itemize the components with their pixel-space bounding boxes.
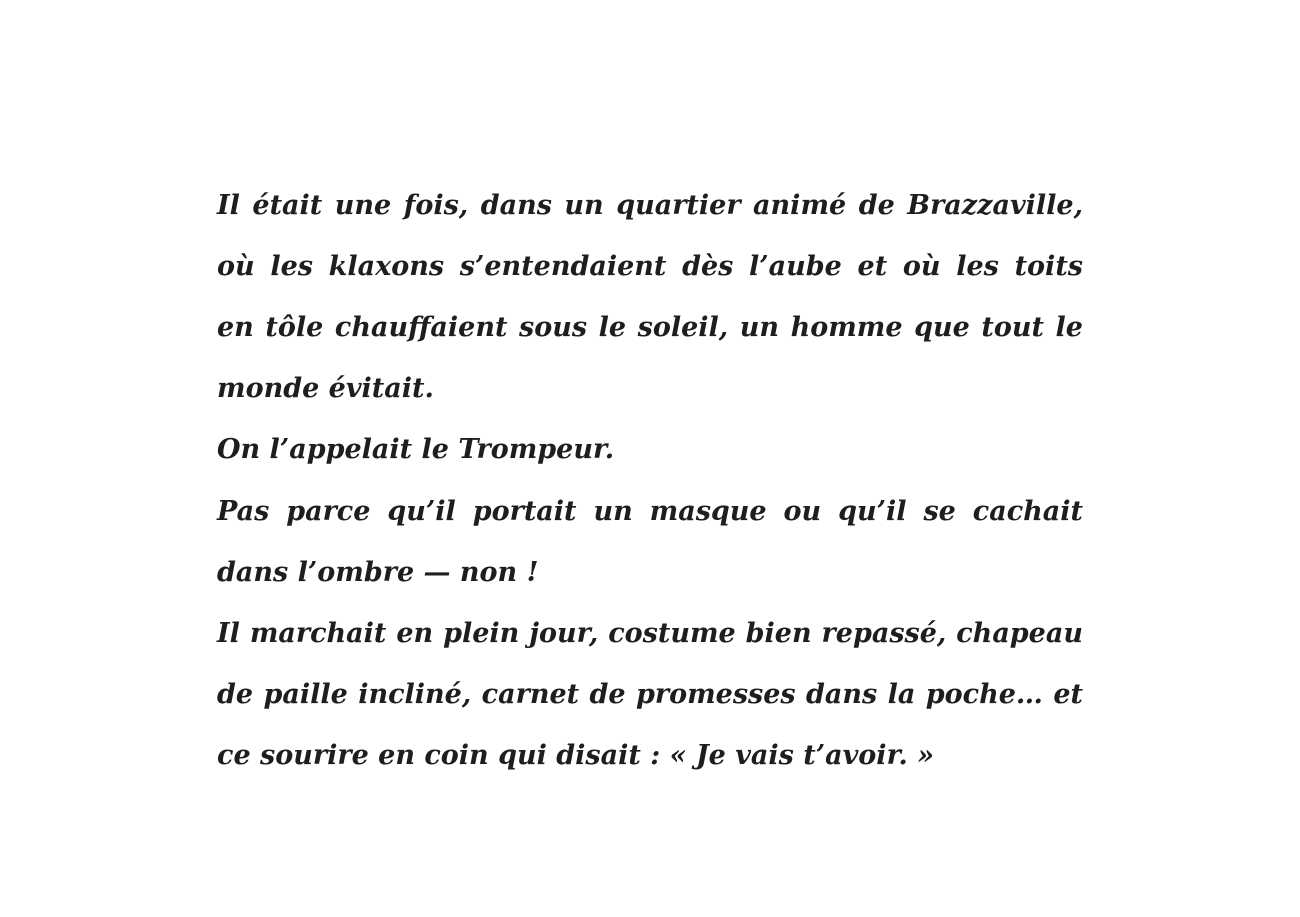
story-line-3: en tôle chauffaient sous le soleil, un homme que tout le bbox=[217, 312, 1083, 343]
story-line-1: Il était une fois, dans un quartier animé de Brazzaville, bbox=[217, 190, 1083, 221]
story-line-8: Il marchait en plein jour, costume bien repassé, chapeau bbox=[217, 618, 1083, 649]
story-line-10: ce sourire en coin qui disait : « Je vais t’avoir. » bbox=[217, 740, 934, 771]
story-line-7: dans l’ombre — non ! bbox=[217, 557, 539, 588]
story-line-6: Pas parce qu’il portait un masque ou qu’il se cachait bbox=[217, 496, 1083, 527]
story-line-2: où les klaxons s’entendaient dès l’aube et où les toits bbox=[217, 251, 1083, 282]
story-line-5: On l’appelait le Trompeur. bbox=[217, 434, 615, 465]
story-line-4: monde évitait. bbox=[217, 373, 434, 404]
story-line-9: de paille incliné, carnet de promesses dans la poche… et bbox=[217, 679, 1083, 710]
